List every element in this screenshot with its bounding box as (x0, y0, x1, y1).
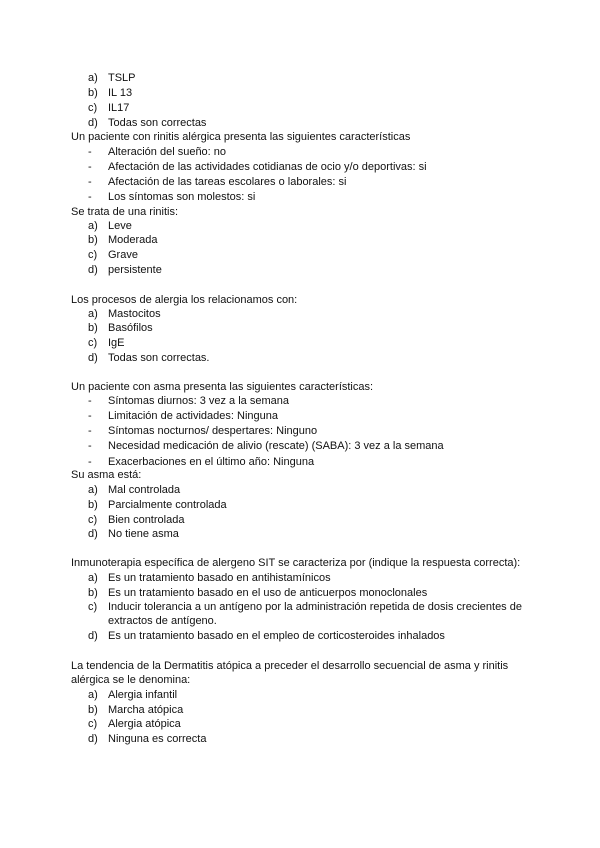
document-page: a) TSLP b) IL 13 c) IL17 d) Todas son correctas Un paciente con rinitis alérgica presenta las siguientes características - Alteración del sueño: no - Afectación de las actividades cotidianas de ocio y/o deportivas: si - Afectación de las tareas escolares o laborales: si - Los síntomas son molestos: si Se trata de una rinitis: a) Leve b) Moderada c) Grave d) persistente Los procesos de alergia los relacionamos con: a) Mastocitos b) Basófilos c) IgE d) Todas son correctas. Un paciente con asma presenta las siguientes características: - Síntomas diurnos: 3 vez a la semana - Limitación de actividades: Ninguna - Síntomas nocturnos/ despertares: Ninguno - Necesidad medicación de alivio (rescate) (SABA): 3 vez a la semana - Exacerbaciones en el último año: Ninguna Su asma está: a) Mal controlada b) Parcialmente controlada c) Bien controlada d) No tiene asma Inmunoterapia específica de alergeno SIT se caracteriza por (indique la respuesta correcta): a) Es un tratamiento basado en antihistamínicos b) Es un tratamiento basado en el uso de anticuerpos monoclonales c) Inducir tolerancia a un antígeno por la administración repetida de dosis crecientes de extractos de antígeno. d) Es un tratamiento basado en el empleo de corticosteroides inhalados La tendencia de la Dermatitis atópica a preceder el desarrollo secuencial de asma y rinitis alérgica se le denomina: a) Alergia infantil b) Marcha atópica c) Alergia atópica d) Ninguna es correcta (0, 0, 600, 848)
question-text: La tendencia de la Dermatitis atópica a preceder el desarrollo secuencial de asma y rinitis alérgica se le denomina: (71, 660, 509, 686)
question-text: Los procesos de alergia los relacionamos con: (71, 294, 298, 306)
followup-text: Se trata de una rinitis: (71, 206, 179, 218)
question-text: Inmunoterapia específica de alergeno SIT se caracteriza por (indique la respuesta correcta): (71, 557, 521, 569)
followup-text: Su asma está: (71, 469, 142, 481)
question-text: Un paciente con rinitis alérgica presenta las siguientes características (71, 131, 411, 143)
question-text: Un paciente con asma presenta las siguientes características: (71, 381, 374, 393)
